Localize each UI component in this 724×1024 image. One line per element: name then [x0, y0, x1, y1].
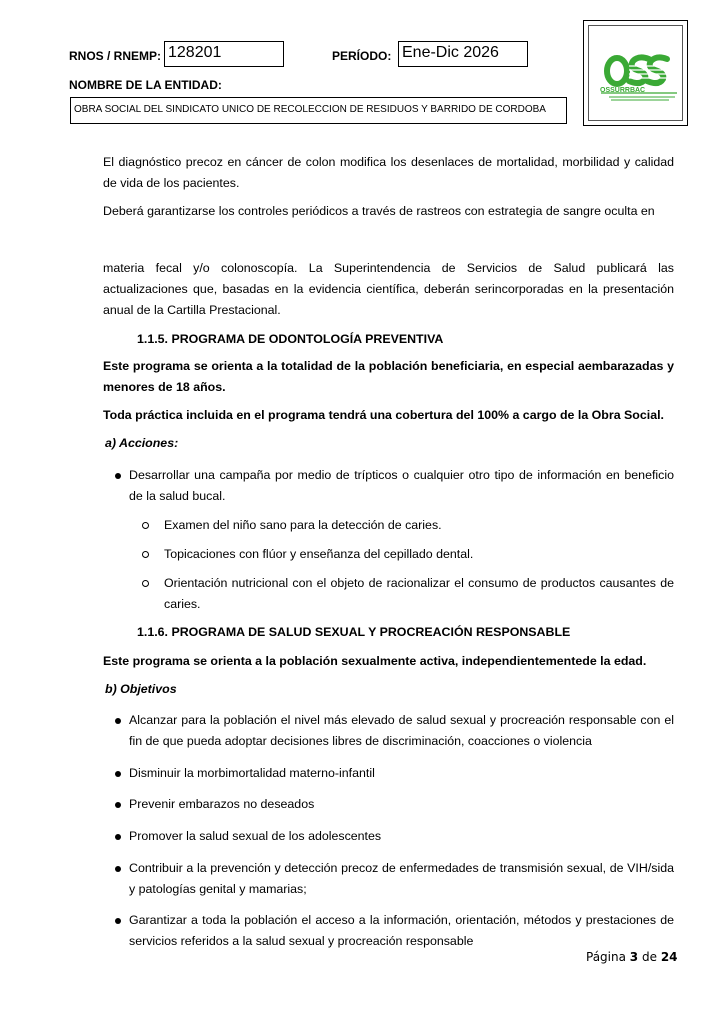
- logo-text: OSSURRBAC: [600, 87, 646, 94]
- heading-odontologia: 1.1.5. PROGRAMA DE ODONTOLOGÍA PREVENTIVA: [137, 332, 444, 346]
- list-item: Prevenir embarazos no deseados: [129, 797, 315, 811]
- bullet-icon: [115, 473, 121, 479]
- circle-bullet-icon: [142, 551, 149, 558]
- period-label: PERÍODO:: [332, 49, 392, 63]
- bullet-icon: [115, 771, 121, 777]
- bullet-icon: [115, 866, 121, 872]
- subheading-acciones: a) Acciones:: [105, 436, 179, 450]
- entity-label: NOMBRE DE LA ENTIDAD:: [69, 78, 222, 92]
- list-item: Desarrollar una campaña por medio de trípticos o cualquier otro tipo de información en beneficio de la salud bucal.: [129, 468, 674, 503]
- ossurrbac-logo-icon: [589, 26, 684, 122]
- paragraph-salud-target: Este programa se orienta a la población sexualmente activa, independientementede la edad.: [103, 654, 647, 668]
- bullet-icon: [115, 802, 121, 808]
- paragraph-controls: Deberá garantizarse los controles periódicos a través de rastreos con estrategia de sangre oculta en: [103, 204, 655, 218]
- page-number: Página 3 de 24: [586, 950, 678, 964]
- list-item: Promover la salud sexual de los adolescentes: [129, 829, 382, 843]
- list-item: Topicaciones con flúor y enseñanza del cepillado dental.: [164, 547, 474, 561]
- rnos-field: 128201: [164, 41, 284, 67]
- list-item: Garantizar a toda la población el acceso a la información, orientación, métodos y prestaciones de servicios referidos a la salud sexual y procreación responsable: [129, 913, 674, 948]
- circle-bullet-icon: [142, 580, 149, 587]
- paragraph-odonto-coverage: Toda práctica incluida en el programa tendrá una cobertura del 100% a cargo de la Obra Social.: [103, 408, 664, 422]
- bullet-icon: [115, 918, 121, 924]
- list-item: Disminuir la morbimortalidad materno-infantil: [129, 766, 375, 780]
- list-item: Contribuir a la prevención y detección precoz de enfermedades de transmisión sexual, de VIH/sida y patologías genital y mamarias;: [129, 861, 674, 896]
- circle-bullet-icon: [142, 522, 149, 529]
- logo: [588, 25, 683, 121]
- list-item: Orientación nutricional con el objeto de racionalizar el consumo de productos causantes de caries.: [164, 576, 674, 611]
- list-item: Alcanzar para la población el nivel más elevado de salud sexual y procreación responsable con el fin de que pueda adoptar decisiones libres de discriminación, coacciones o violencia: [129, 713, 674, 748]
- heading-salud-sexual: 1.1.6. PROGRAMA DE SALUD SEXUAL Y PROCREACIÓN RESPONSABLE: [137, 625, 571, 639]
- bullet-icon: [115, 834, 121, 840]
- subheading-objetivos: b) Objetivos: [105, 682, 177, 696]
- period-field: Ene-Dic 2026: [398, 41, 528, 67]
- logo-frame: [583, 20, 688, 126]
- paragraph-odonto-target: Este programa se orienta a la totalidad de la población beneficiaria, en especial aembarazadas y menores de 18 años.: [103, 359, 674, 394]
- paragraph-fecal: materia fecal y/o colonoscopía. La Superintendencia de Servicios de Salud publicará las actualizaciones que, basadas en la evidencia científica, deberán serincorporadas en la presentación anual de la Cartilla Prestacional.: [103, 261, 674, 317]
- paragraph-colon-cancer: El diagnóstico precoz en cáncer de colon modifica los desenlaces de mortalidad, morbilidad y calidad de vida de los pacientes.: [103, 155, 674, 190]
- entity-field: OBRA SOCIAL DEL SINDICATO UNICO DE RECOLECCION DE RESIDUOS Y BARRIDO DE CORDOBA: [70, 97, 567, 124]
- list-item: Examen del niño sano para la detección de caries.: [164, 518, 442, 532]
- bullet-icon: [115, 718, 121, 724]
- rnos-label: RNOS / RNEMP:: [69, 49, 162, 63]
